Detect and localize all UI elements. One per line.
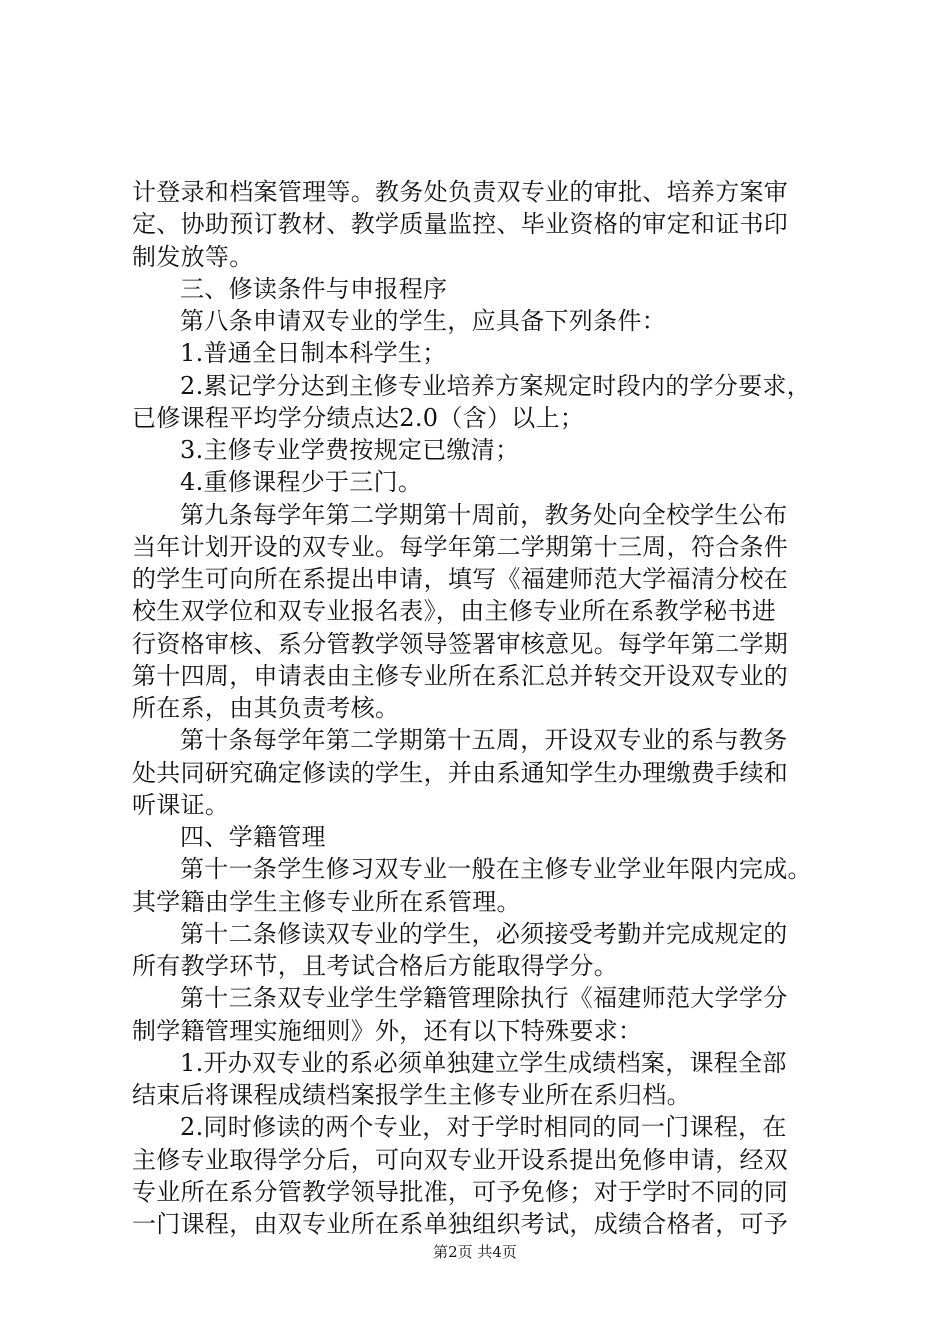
text-line: 第八条申请双专业的学生，应具备下列条件： (180, 307, 666, 335)
text-line: 制发放等。 (132, 242, 254, 271)
text-line: 3.主修专业学费按规定已缴清； (180, 436, 520, 464)
text-line: 第十一条学生修习双专业一般在主修专业学业年限内完成。 (180, 855, 812, 884)
text-line: 计登录和档案管理等。教务处负责双专业的审批、培养方案审 (132, 178, 789, 206)
text-line: 所在系，由其负责考核。 (132, 694, 400, 722)
text-line: 三、修读条件与申报程序 (180, 274, 448, 303)
text-line: 第十三条双专业学生学籍管理除执行《福建师范大学学分 (180, 984, 788, 1013)
text-line: 主修专业取得学分后，可向双专业开设系提出免修申请，经双 (132, 1145, 789, 1174)
text-line: 1.开办双专业的系必须单独建立学生成绩档案，课程全部 (180, 1048, 787, 1077)
text-line: 校生双学位和双专业报名表》，由主修专业所在系教学秘书进 (132, 597, 777, 626)
page-footer: 第2页 共4页 (433, 1243, 517, 1261)
text-line: 已修课程平均学分绩点达2.0（含）以上； (132, 403, 585, 432)
text-line: 行资格审核、系分管教学领导签署审核意见。每学年第二学期 (132, 629, 789, 658)
text-line: 听课证。 (132, 790, 230, 819)
text-line: 4.重修课程少于三门。 (180, 468, 423, 497)
text-line: 第十四周，申请表由主修专业所在系汇总并转交开设双专业的 (132, 661, 789, 690)
text-line: 第十二条修读双专业的学生，必须接受考勤并完成规定的 (180, 919, 788, 948)
text-line: 结束后将课程成绩档案报学生主修专业所在系归档。 (132, 1081, 691, 1109)
text-line: 2.累记学分达到主修专业培养方案规定时段内的学分要求， (180, 371, 811, 400)
text-line: 2.同时修读的两个专业，对于学时相同的同一门课程，在 (180, 1113, 787, 1142)
text-line: 定、协助预订教材、教学质量监控、毕业资格的审定和证书印 (132, 210, 789, 239)
text-line: 的学生可向所在系提出申请，填写《福建师范大学福清分校在 (132, 565, 789, 593)
document-body (132, 176, 832, 1240)
text-line: 其学籍由学生主修专业所在系管理。 (132, 887, 521, 916)
text-line: 第十条每学年第二学期第十五周，开设双专业的系与教务 (180, 726, 788, 755)
text-line: 四、学籍管理 (180, 823, 326, 851)
text-line: 制学籍管理实施细则》外，还有以下特殊要求： (132, 1016, 643, 1045)
text-line: 当年计划开设的双专业。每学年第二学期第十三周，符合条件 (132, 532, 789, 561)
text-line: 1.普通全日制本科学生； (180, 339, 447, 368)
text-line: 一门课程，由双专业所在系单独组织考试，成绩合格者，可予 (132, 1210, 789, 1238)
text-line: 处共同研究确定修读的学生，并由系通知学生办理缴费手续和 (132, 758, 789, 787)
text-line: 所有教学环节，且考试合格后方能取得学分。 (132, 952, 618, 980)
text-line: 第九条每学年第二学期第十周前，教务处向全校学生公布 (180, 500, 788, 529)
text-line: 专业所在系分管教学领导批准，可予免修；对于学时不同的同 (132, 1177, 789, 1206)
